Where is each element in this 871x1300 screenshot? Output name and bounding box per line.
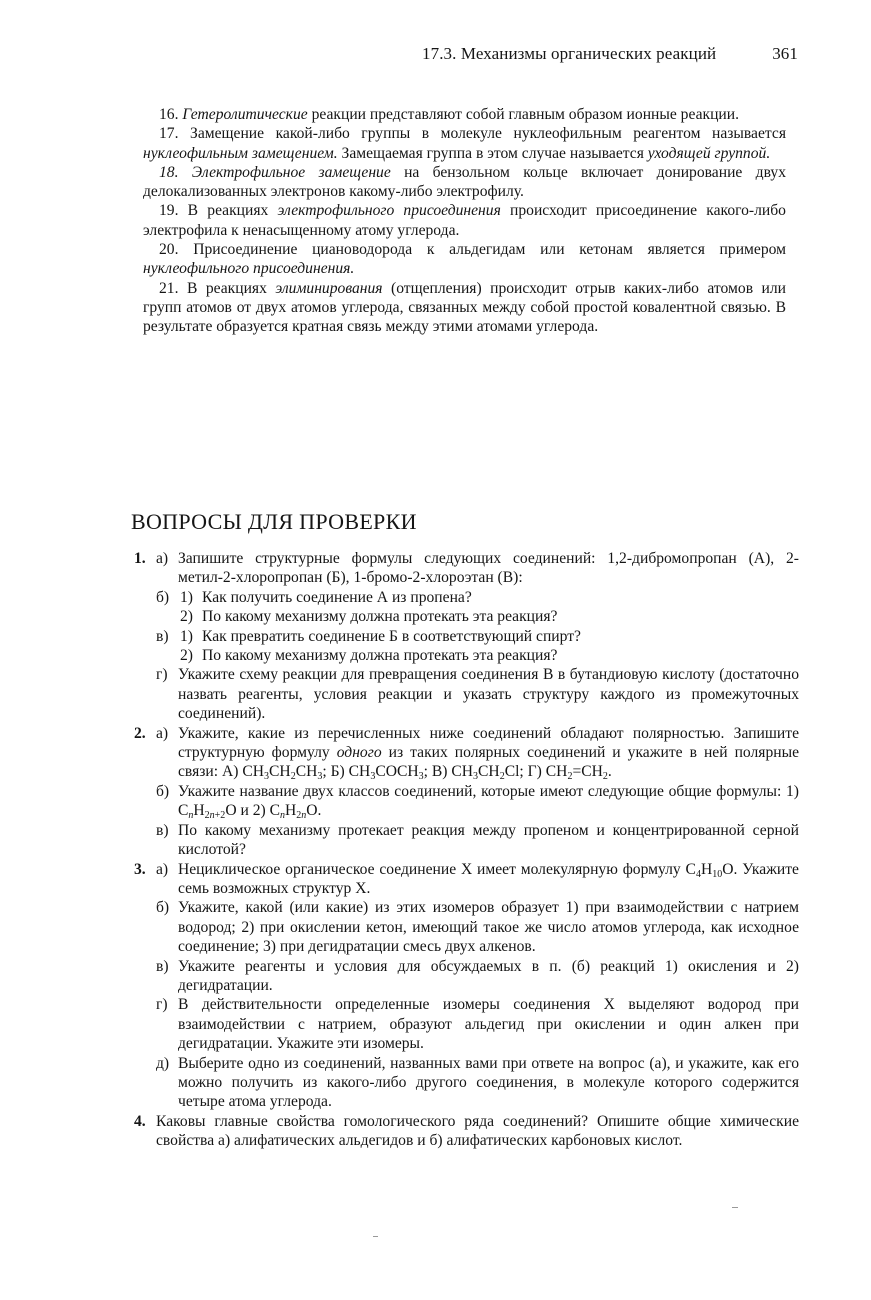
- term-italic: Электрофильное замещение: [191, 163, 391, 181]
- item-text: Как превратить соединение Б в соответствующий спирт?: [202, 627, 581, 645]
- definition-text: Присоединение циановодорода к альдегидам или кетонам является примером: [178, 241, 786, 259]
- question-block: [131, 1112, 799, 1151]
- definition-number: 21.: [159, 279, 179, 297]
- item-letter: в): [156, 627, 169, 645]
- definition-text: Замещение какой-либо группы в молекуле нуклеофильным реагентом называется: [178, 125, 786, 143]
- definition-paragraph: [143, 279, 786, 337]
- question-item: [131, 1112, 799, 1151]
- item-letter: г): [156, 666, 168, 684]
- question-block: [131, 860, 799, 1112]
- question-item: [131, 821, 799, 860]
- question-item: [131, 665, 799, 723]
- term-italic: Гетеролитические: [182, 106, 308, 123]
- definitions-list: [143, 105, 786, 337]
- section-heading: ВОПРОСЫ ДЛЯ ПРОВЕРКИ: [131, 509, 417, 534]
- item-letter: а): [156, 860, 169, 878]
- term-italic: нуклеофильного присоединения.: [143, 260, 355, 278]
- item-text: Как получить соединение А из пропена?: [202, 588, 472, 606]
- item-subnumber: 1): [180, 627, 193, 645]
- definition-paragraph: [143, 105, 786, 124]
- item-text: Укажите, какой (или какие) из этих изомеров образует 1) при взаимодействии с натрием водород; 2) при окислении кетон, имеющий такое же число атомов углерода, как исходное соединение; 3) при дегидратации смесь двух алкенов.: [178, 899, 799, 956]
- definition-number: 17.: [159, 125, 179, 143]
- definition-number: 18.: [159, 163, 179, 181]
- term-italic: электрофильного присоединения: [277, 202, 501, 220]
- question-item: [131, 860, 799, 899]
- section-title: 17.3. Механизмы органических реакций: [422, 44, 717, 63]
- item-text: Каковы главные свойства гомологического ряда соединений? Опишите общие химические свойства а) алифатических альдегидов и б) алифатических карбоновых кислот.: [156, 1112, 799, 1150]
- definition-text: на бензольном кольце включает донирование двух делокализованных электронов какому-либо электрофилу.: [143, 163, 786, 201]
- question-item: [131, 646, 799, 665]
- definition-paragraph: [143, 124, 786, 163]
- item-letter: д): [156, 1054, 170, 1072]
- question-number: 1.: [134, 550, 146, 567]
- question-item: [131, 607, 799, 626]
- term-italic: нуклеофильным замещением.: [143, 144, 338, 162]
- term-italic: уходящей группой.: [647, 144, 771, 162]
- item-letter: г): [156, 996, 168, 1014]
- question-number: 2.: [134, 724, 146, 742]
- question-item: [131, 898, 799, 956]
- item-letter: б): [156, 588, 170, 606]
- item-letter: а): [156, 550, 169, 567]
- item-letter: в): [156, 957, 169, 975]
- question-item: [131, 588, 799, 607]
- item-letter: в): [156, 821, 169, 839]
- item-subnumber: 2): [180, 608, 193, 626]
- item-text: По какому механизму должна протекать эта реакция?: [202, 647, 558, 665]
- question-number: 4.: [134, 1112, 146, 1130]
- definition-text: В реакциях: [178, 202, 278, 220]
- question-item: [131, 1054, 799, 1112]
- definition-text: В реакциях: [178, 279, 276, 297]
- definition-paragraph: [143, 163, 786, 202]
- question-item: [131, 627, 799, 646]
- definition-text: [179, 164, 192, 181]
- question-item: [131, 782, 799, 821]
- item-text: Выберите одно из соединений, названных вами при ответе на вопрос (а), и укажите, как его можно получить из какого-либо другого соединения, в молекуле которого содержится четыре атома углерода.: [178, 1054, 799, 1111]
- term-italic: элиминирования: [275, 279, 383, 297]
- question-item: [131, 549, 799, 588]
- item-text: Укажите название двух классов соединений, которые имеют следующие общие формулы: 1) $C_nH_{2n+2}O$ и 2) $C_nH_{2n}O$.: [178, 782, 799, 822]
- question-block: [131, 724, 799, 860]
- item-text: По какому механизму протекает реакция между пропеном и концентрированной серной кислотой?: [178, 821, 799, 859]
- scan-speck: [732, 1207, 738, 1208]
- question-block: [131, 549, 799, 724]
- item-text: В действительности определенные изомеры соединения X выделяют водород при взаимодействии с натрием, образуют альдегид при окислении и один алкен при дегидратации. Укажите эти изомеры.: [178, 996, 799, 1053]
- item-text: По какому механизму должна протекать эта реакция?: [202, 608, 558, 626]
- item-text: Укажите схему реакции для превращения соединения В в бутандиовую кислоту (достаточно назвать реагенты, условия реакции и указать структуру каждого из промежуточных соединений).: [178, 666, 799, 723]
- definition-paragraph: [143, 201, 786, 240]
- definition-paragraph: [143, 240, 786, 279]
- item-letter: а): [156, 724, 169, 742]
- item-text: Укажите реагенты и условия для обсуждаемых в п. (б) реакций 1) окисления и 2) дегидратации.: [178, 957, 799, 994]
- definition-text: Замещаемая группа в этом случае называется: [337, 144, 648, 162]
- definition-number: 19.: [159, 202, 179, 220]
- item-letter: б): [156, 782, 170, 800]
- page-number: 361: [772, 44, 798, 63]
- item-subnumber: 2): [180, 647, 193, 665]
- item-letter: б): [156, 899, 170, 917]
- definition-number: 20.: [159, 241, 179, 259]
- definition-text: происходит присоединение какого-либо электрофила к ненасыщенному атому углерода.: [143, 202, 786, 239]
- definition-number: 16.: [159, 106, 179, 123]
- question-item: [131, 724, 799, 782]
- definition-text: (отщепления) происходит отрыв каких-либо атомов или групп атомов от двух атомов углерода, связанных между собой простой ковалентной связью. В результате образуется кратная связь между этими атомами углерода.: [143, 279, 786, 336]
- definition-text: реакции представляют собой главным образом ионные реакции.: [307, 106, 740, 123]
- item-text: Запишите структурные формулы следующих соединений: 1,2-дибромопропан (А), 2-метил-2-хлоропропан (Б), 1-бромо-2-хлороэтан (В):: [178, 550, 799, 587]
- question-item: [131, 957, 799, 996]
- item-text: Укажите, какие из перечисленных ниже соединений обладают полярностью. Запишите структурную формулу одного из таких полярных соединений и укажите в ней полярные связи: А) $CH_3CH_2CH_3$; Б) $CH_3COCH_3$; В) $CH_3CH_2Cl$; Г) $CH_2=CH_2$.: [178, 724, 799, 783]
- item-subnumber: 1): [180, 588, 193, 606]
- question-item: [131, 995, 799, 1053]
- question-number: 3.: [134, 860, 146, 878]
- review-questions: [131, 549, 799, 1151]
- item-text: Нециклическое органическое соединение X имеет молекулярную формулу $C_4H_{10}O$. Укажите семь возможных структур X.: [178, 860, 799, 897]
- scan-speck: [373, 1236, 378, 1237]
